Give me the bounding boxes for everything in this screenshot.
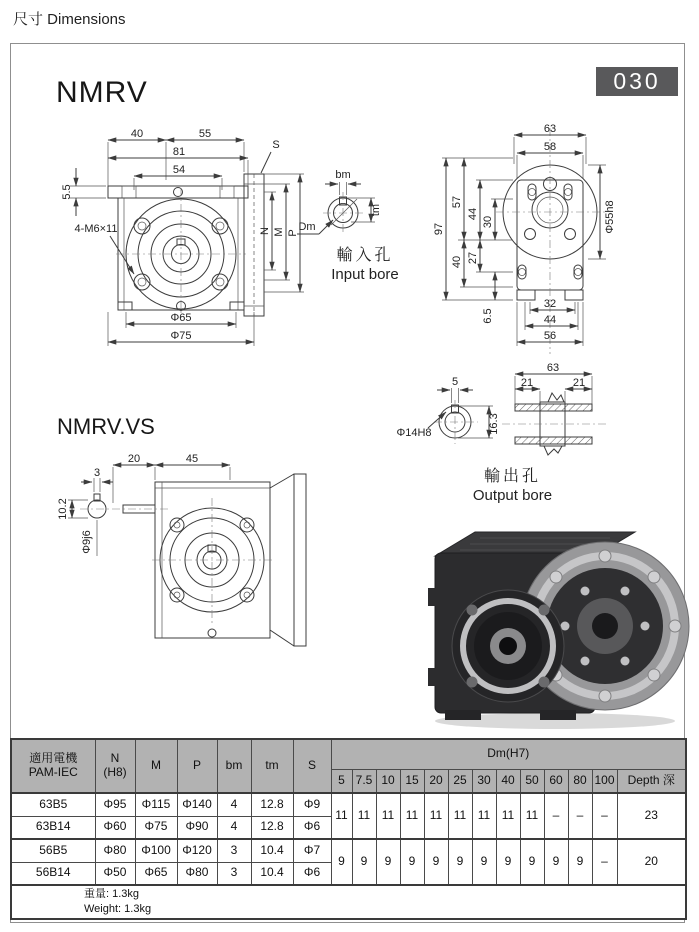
dim-phi9j6: Φ9j6 <box>81 530 93 554</box>
dim-5-5: 5.5 <box>61 184 73 200</box>
bolt-callout: 4-M6×11 <box>74 223 118 235</box>
col-header-m: M <box>135 739 177 793</box>
dim-10-2: 10.2 <box>57 498 69 520</box>
dim-phi75: Φ75 <box>170 330 192 342</box>
dim-30: 30 <box>482 215 494 229</box>
dim-p: P <box>287 229 299 237</box>
dim-5: 5 <box>451 376 459 388</box>
dim-3: 3 <box>93 467 101 479</box>
dim-45: 45 <box>185 453 199 465</box>
dm-sub-7-5: 7.5 <box>352 769 376 793</box>
dim-32: 32 <box>543 298 557 310</box>
output-section-view <box>502 362 606 455</box>
dim-s: S <box>272 139 280 151</box>
page-title: 尺寸 Dimensions <box>13 11 126 28</box>
front-view-geometry <box>108 174 264 318</box>
output-end-view <box>396 376 500 444</box>
dim-63: 63 <box>543 123 557 135</box>
dm-sub-50: 50 <box>520 769 544 793</box>
input-bore-caption <box>300 246 430 285</box>
dm-sub-30: 30 <box>472 769 496 793</box>
table-row: 63B5 Φ95 Φ115 Φ140 4 12.8 Φ9 11 11 11 11 11 11 11 11 11 – – – 23 <box>11 793 686 816</box>
dm-sub-10: 10 <box>376 769 400 793</box>
dim-40: 40 <box>451 255 463 269</box>
col-header-p: P <box>177 739 217 793</box>
col-header-n: N (H8) <box>95 739 135 793</box>
dim-54: 54 <box>172 164 186 176</box>
output-bore-caption-cn: 輸出孔 <box>483 468 541 485</box>
col-header-s: S <box>293 739 331 793</box>
dim-21-left: 21 <box>520 377 534 389</box>
dm-sub-40: 40 <box>496 769 520 793</box>
vs-view-geometry <box>80 474 306 646</box>
product-photo <box>420 518 695 730</box>
dim-20: 20 <box>127 453 141 465</box>
output-bore-caption-en: Output bore <box>472 487 553 504</box>
col-header-bm: bm <box>217 739 251 793</box>
dim-44: 44 <box>467 207 479 221</box>
dm-sub-60: 60 <box>544 769 568 793</box>
dm-sub-20: 20 <box>424 769 448 793</box>
dim-16-3: 16.3 <box>488 413 500 435</box>
front-view-dimensions <box>61 128 304 346</box>
dim-21-right: 21 <box>572 377 586 389</box>
rear-view-drawing <box>433 122 688 367</box>
dim-dm: Dm <box>298 221 316 233</box>
table-row: 56B14 Φ50 Φ65 Φ80 3 10.4 Φ6 <box>11 862 686 885</box>
col-header-dm-group: Dm(H7) <box>331 739 686 769</box>
vs-view-drawing <box>58 448 358 645</box>
size-badge: 030 <box>596 67 678 96</box>
dim-58: 58 <box>543 141 557 153</box>
weight-note-row <box>11 885 686 919</box>
dm-sub-15: 15 <box>400 769 424 793</box>
model-vs-heading: NMRV.VS <box>57 414 155 439</box>
model-heading: NMRV <box>56 76 148 109</box>
spec-table <box>10 738 687 920</box>
weight-note-en: Weight: 1.3kg <box>84 903 152 915</box>
dim-81: 81 <box>172 146 186 158</box>
table-row: 56B5 Φ80 Φ100 Φ120 3 10.4 Φ7 9 9 9 9 9 9 9 9 9 9 9 – 20 <box>11 839 686 862</box>
dim-phi65: Φ65 <box>170 312 192 324</box>
output-bore-caption <box>450 467 575 506</box>
dim-len63: 63 <box>546 362 560 374</box>
dm-sub-100: 100 <box>592 769 617 793</box>
dim-56: 56 <box>543 330 557 342</box>
dim-97: 97 <box>433 222 445 236</box>
input-bore-caption-cn: 輸入孔 <box>336 247 394 264</box>
dim-m: M <box>273 227 285 237</box>
dim-6-5: 6.5 <box>482 308 494 324</box>
col-header-tm: tm <box>251 739 293 793</box>
dim-phi55h8: Φ55h8 <box>604 200 616 234</box>
dim-bm: bm <box>335 169 351 181</box>
dim-55: 55 <box>198 128 212 140</box>
dim-27: 27 <box>467 251 479 265</box>
dim-n: N <box>259 227 271 235</box>
dim-44b: 44 <box>543 314 557 326</box>
dm-sub-5: 5 <box>331 769 352 793</box>
dim-phi14h8: Φ14H8 <box>396 427 432 439</box>
dim-40: 40 <box>130 128 144 140</box>
col-header-motor: 適用電機 PAM-IEC <box>11 739 95 793</box>
dm-sub-80: 80 <box>568 769 592 793</box>
table-row: 63B14 Φ60 Φ75 Φ90 4 12.8 Φ6 <box>11 816 686 839</box>
col-header-depth: Depth 深 <box>617 769 686 793</box>
dm-sub-25: 25 <box>448 769 472 793</box>
dim-tm: tm <box>370 203 382 217</box>
dim-57: 57 <box>451 195 463 209</box>
weight-note-cn: 重量: 1.3kg <box>84 888 140 901</box>
input-bore-caption-en: Input bore <box>331 266 399 283</box>
